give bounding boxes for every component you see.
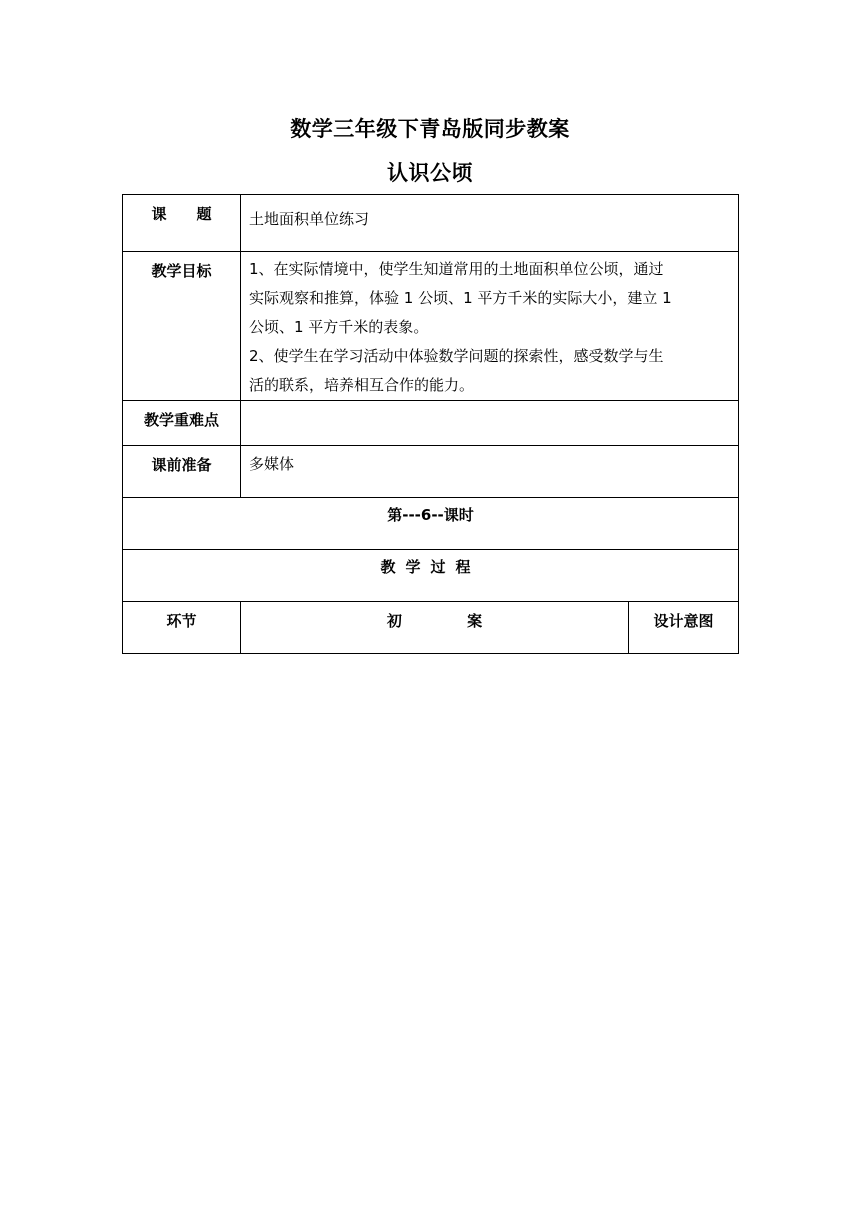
goals-line: 2、使学生在学习活动中体验数学问题的探索性，感受数学与生 — [249, 347, 664, 365]
topic-value: 土地面积单位练习 — [241, 195, 739, 252]
lesson-plan-table — [122, 194, 739, 654]
prep-label: 课前准备 — [123, 446, 241, 498]
topic-row — [123, 195, 739, 252]
document-subtitle: 认识公顷 — [387, 161, 473, 185]
document-title: 数学三年级下青岛版同步教案 — [290, 117, 570, 141]
lesson-period: 第---6--课时 — [123, 498, 739, 550]
difficulty-row — [123, 401, 739, 446]
difficulty-label: 教学重难点 — [123, 401, 241, 446]
prep-value: 多媒体 — [241, 446, 739, 498]
goals-line: 1、在实际情境中，使学生知道常用的土地面积单位公顷，通过 — [249, 260, 664, 278]
goals-row — [123, 252, 739, 401]
goals-line: 实际观察和推算，体验 1 公顷、1 平方千米的实际大小，建立 1 — [249, 289, 672, 307]
goals-line: 活的联系，培养相互合作的能力。 — [249, 376, 475, 394]
col-draft-header: 初 案 — [241, 602, 629, 654]
col-stage-header: 环节 — [123, 602, 241, 654]
process-row — [123, 550, 739, 602]
period-row — [123, 498, 739, 550]
goals-value — [241, 252, 739, 401]
process-heading: 教学过程 — [123, 550, 739, 602]
goals-label: 教学目标 — [123, 252, 241, 401]
topic-label: 课 题 — [123, 195, 241, 252]
goals-line: 公顷、1 平方千米的表象。 — [249, 318, 429, 336]
columns-row — [123, 602, 739, 654]
col-intent-header: 设计意图 — [629, 602, 739, 654]
difficulty-value — [241, 401, 739, 446]
prep-row — [123, 446, 739, 498]
